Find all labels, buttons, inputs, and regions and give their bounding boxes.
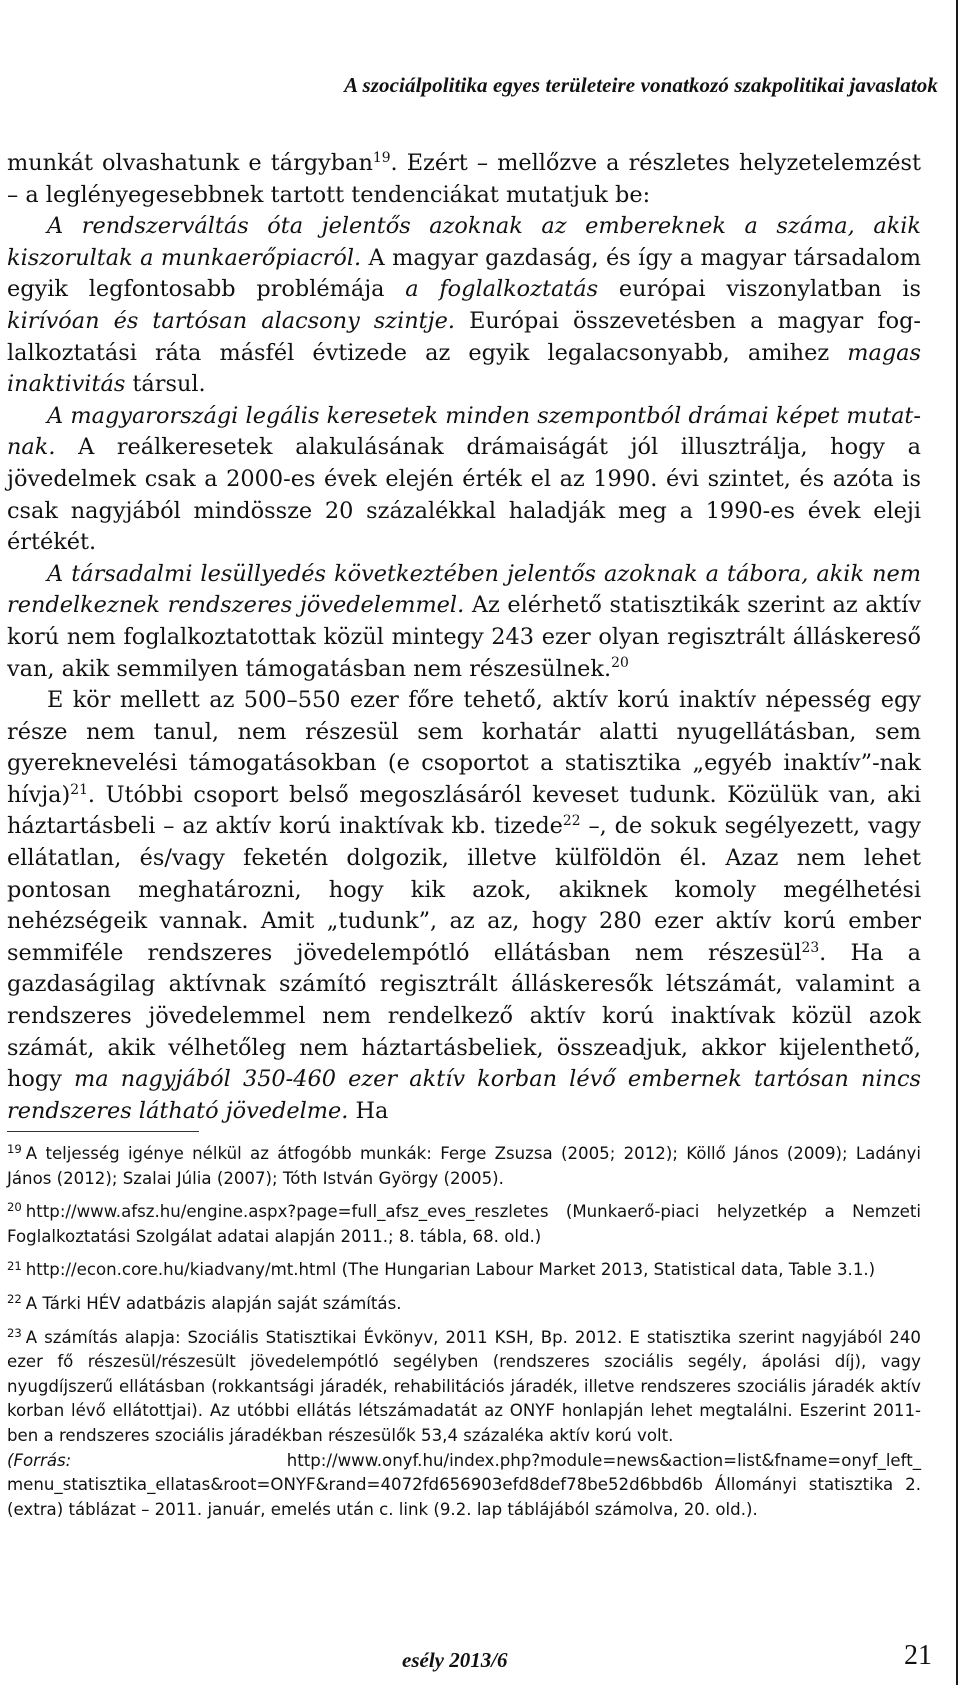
journal-footer: esély 2013/6 (402, 1648, 508, 1672)
footnote-22: $^{22}$ A Tárki HÉV adatbázis alapján saját számítás. (7, 1292, 402, 1313)
paragraph-4: A társadalmi lesüllyedés következtében jelentős azoknak a tábora, akik nem rendelkeznek rendszeres jövedelemmel. Az elérhető statisztikák szerint az aktív korú nem foglalkoztatottak közül mintegy 243 ezer olyan regisztrált álláskereső van, akik semmilyen támogatásban nem részesülnek.$^{20}$ (7, 560, 921, 682)
footnote-ref-23[interactable]: 23 (801, 939, 820, 956)
right-margin-rule (956, 0, 958, 1685)
footnote-ref-22[interactable]: 22 (562, 813, 581, 830)
paragraph-5: E kör mellett az 500–550 ezer főre tehető, aktív korú inaktív népesség egy része nem tanul, nem részesül sem korhatár alatti nyugellátásban, sem gyereknevelési támogatásokban (e csoportot a statisztika „egyéb inaktív”-nak hívja)$^{21}$. Utóbbi csoport belső megoszlásáról keveset tudunk. Közülük van, aki háztartásbeli – az aktív korú inaktívak kb. tizede$^{22}$ –, de sokuk segélyezett, vagy ellátatlan, és/vagy feketén dolgozik, illetve külföldön él. Azaz nem lehet pontosan meghatározni, hogy kik azok, akiknek komoly megélhetési nehézségeik vannak. Amit „tudunk”, az az, hogy 280 ezer aktív korú ember semmiféle rendszeres jövedelempótló ellátásban nem részesül$^{23}$. Ha a gazdaságilag aktívnak számító regisztrált álláskeresők létszámát, valamint a rendszeres jövedelemmel nem rendelkező aktív korú inaktívak közül azok számát, akik vélhetőleg nem háztartásbeliek, összeadjuk, akkor kijelenthető, hogy ma nagyjából 350-460 ezer aktív korban lévő embernek tartósan nincs rendszeres látható jövedelme. Ha (7, 687, 921, 1124)
footnote-23-source: (Forrás: http://www.onyf.hu/index.php?module=news&action=list&fname=onyf_left_ menu_statisztika_ellatas&root=ONYF&rand=4072fd656903efd8def78be52d6bbd6b Állományi statisztika 2. (extra) táblázat – 2011. január, emelés után c. link (9.2. lap táblájából számolva, 20. old.). (7, 1450, 921, 1519)
footnote-ref-20[interactable]: 20 (611, 655, 629, 672)
paragraph-2: A rendszerváltás óta jelentős azoknak az embereknek a száma, akik kiszorultak a munkaerőpiacról. A magyar gazdaság, és így a magyar társadalom egyik legfontosabb problémája a foglalkoztatás európai viszonylatban is kirívóan és tartósan alacsony szintje. Európai összevetésben a magyar foglalkoztatási ráta másfél évtizede az egyik legalacsonyabb, amihez magas inaktivitás társul. (7, 213, 921, 398)
main-text (7, 148, 921, 1127)
footnote-21: $^{21}$ http://econ.core.hu/kiadvany/mt.html (The Hungarian Labour Market 2013, Statistical data, Table 3.1.) (7, 1258, 876, 1280)
footnote-20-link[interactable]: http://www.afsz.hu/engine.aspx?page=full_afsz_eves_reszletes (Munkaerő-piaci helyzetkép a Nemzeti Foglalkoztatási Szolgálat adatai alapján 2011.; 8. tábla, 68. old.) (7, 1202, 921, 1246)
footnote-20: $^{20}$ http://www.afsz.hu/engine.aspx?page=full_afsz_eves_reszletes (Munkaerő-piaci helyzetkép a Nemzeti Foglalkoztatási Szolgálat adatai alapján 2011.; 8. tábla, 68. old.) (7, 1200, 921, 1246)
footnote-ref-19[interactable]: 19 (372, 149, 391, 166)
footnotes (7, 1142, 921, 1522)
page-number: 21 (904, 1640, 932, 1671)
footnote-separator (7, 1131, 199, 1132)
footnote-ref-21[interactable]: 21 (70, 781, 88, 798)
footnote-23: $^{23}$ A számítás alapja: Szociális Statisztikai Évkönyv, 2011 KSH, Bp. 2012. E statisztika szerint nagyjából 240 ezer fő részesül/részesült jövedelempótló segélyben (rendszeres szociális segély, ápolási díj), vagy nyugdíjszerű ellátásban (rokkantsági járadék, rehabilitációs járadék, illetve rendszeres szociális járadék aktív korban lévő ellátottjai). Az utóbbi ellátás létszámadatát az ONYF honlapján lehet megtalálni. Eszerint 2011-ben a rendszeres szociális járadékban részesülők 53,4 százaléka aktív korú volt. (7, 1325, 921, 1445)
footnote-19: $^{19}$ A teljesség igénye nélkül az átfogóbb munkák: Ferge Zsuzsa (2005; 2012); Köllő János (2009); Ladányi János (2012); Szalai Júlia (2007); Tóth István György (2005). (7, 1142, 921, 1188)
paragraph-3: A magyarországi legális keresetek minden szempontból drámai képet mutatnak. A reálkeresetek alakulásának drámaiságát jól illusztrálja, hogy a jövedelmek csak a 2000-es évek elején érték el az 1990. évi szintet, és azóta is csak nagyjából mindössze 20 százalékkal haladják meg a 1990-es évek eleji értékét. (7, 402, 921, 556)
footnote-23-link[interactable]: http://www.onyf.hu/index.php?module=news&action=list&fname=onyf_left_ menu_statisztika_ellatas&root=ONYF&rand=4072fd656903efd8def78be52d6bbd6b Állományi statisztika 2. (extra) táblázat – 2011. január, emelés után c. link (9.2. lap táblájából számolva, 20. old.). (7, 1450, 921, 1519)
paragraph-1: munkát olvashatunk e tárgyban$^{19}$. Ezért – mellőzve a részletes helyzetelemzést – a leglényegesebbnek tartott tendenciákat mutatjuk be: (7, 149, 921, 208)
footnote-21-link[interactable]: http://econ.core.hu/kiadvany/mt.html (The Hungarian Labour Market 2013, Statistical data, Table 3.1.) (25, 1260, 876, 1280)
running-header: A szociálpolitika egyes területeire vonatkozó szakpolitikai javaslatok (344, 73, 938, 97)
